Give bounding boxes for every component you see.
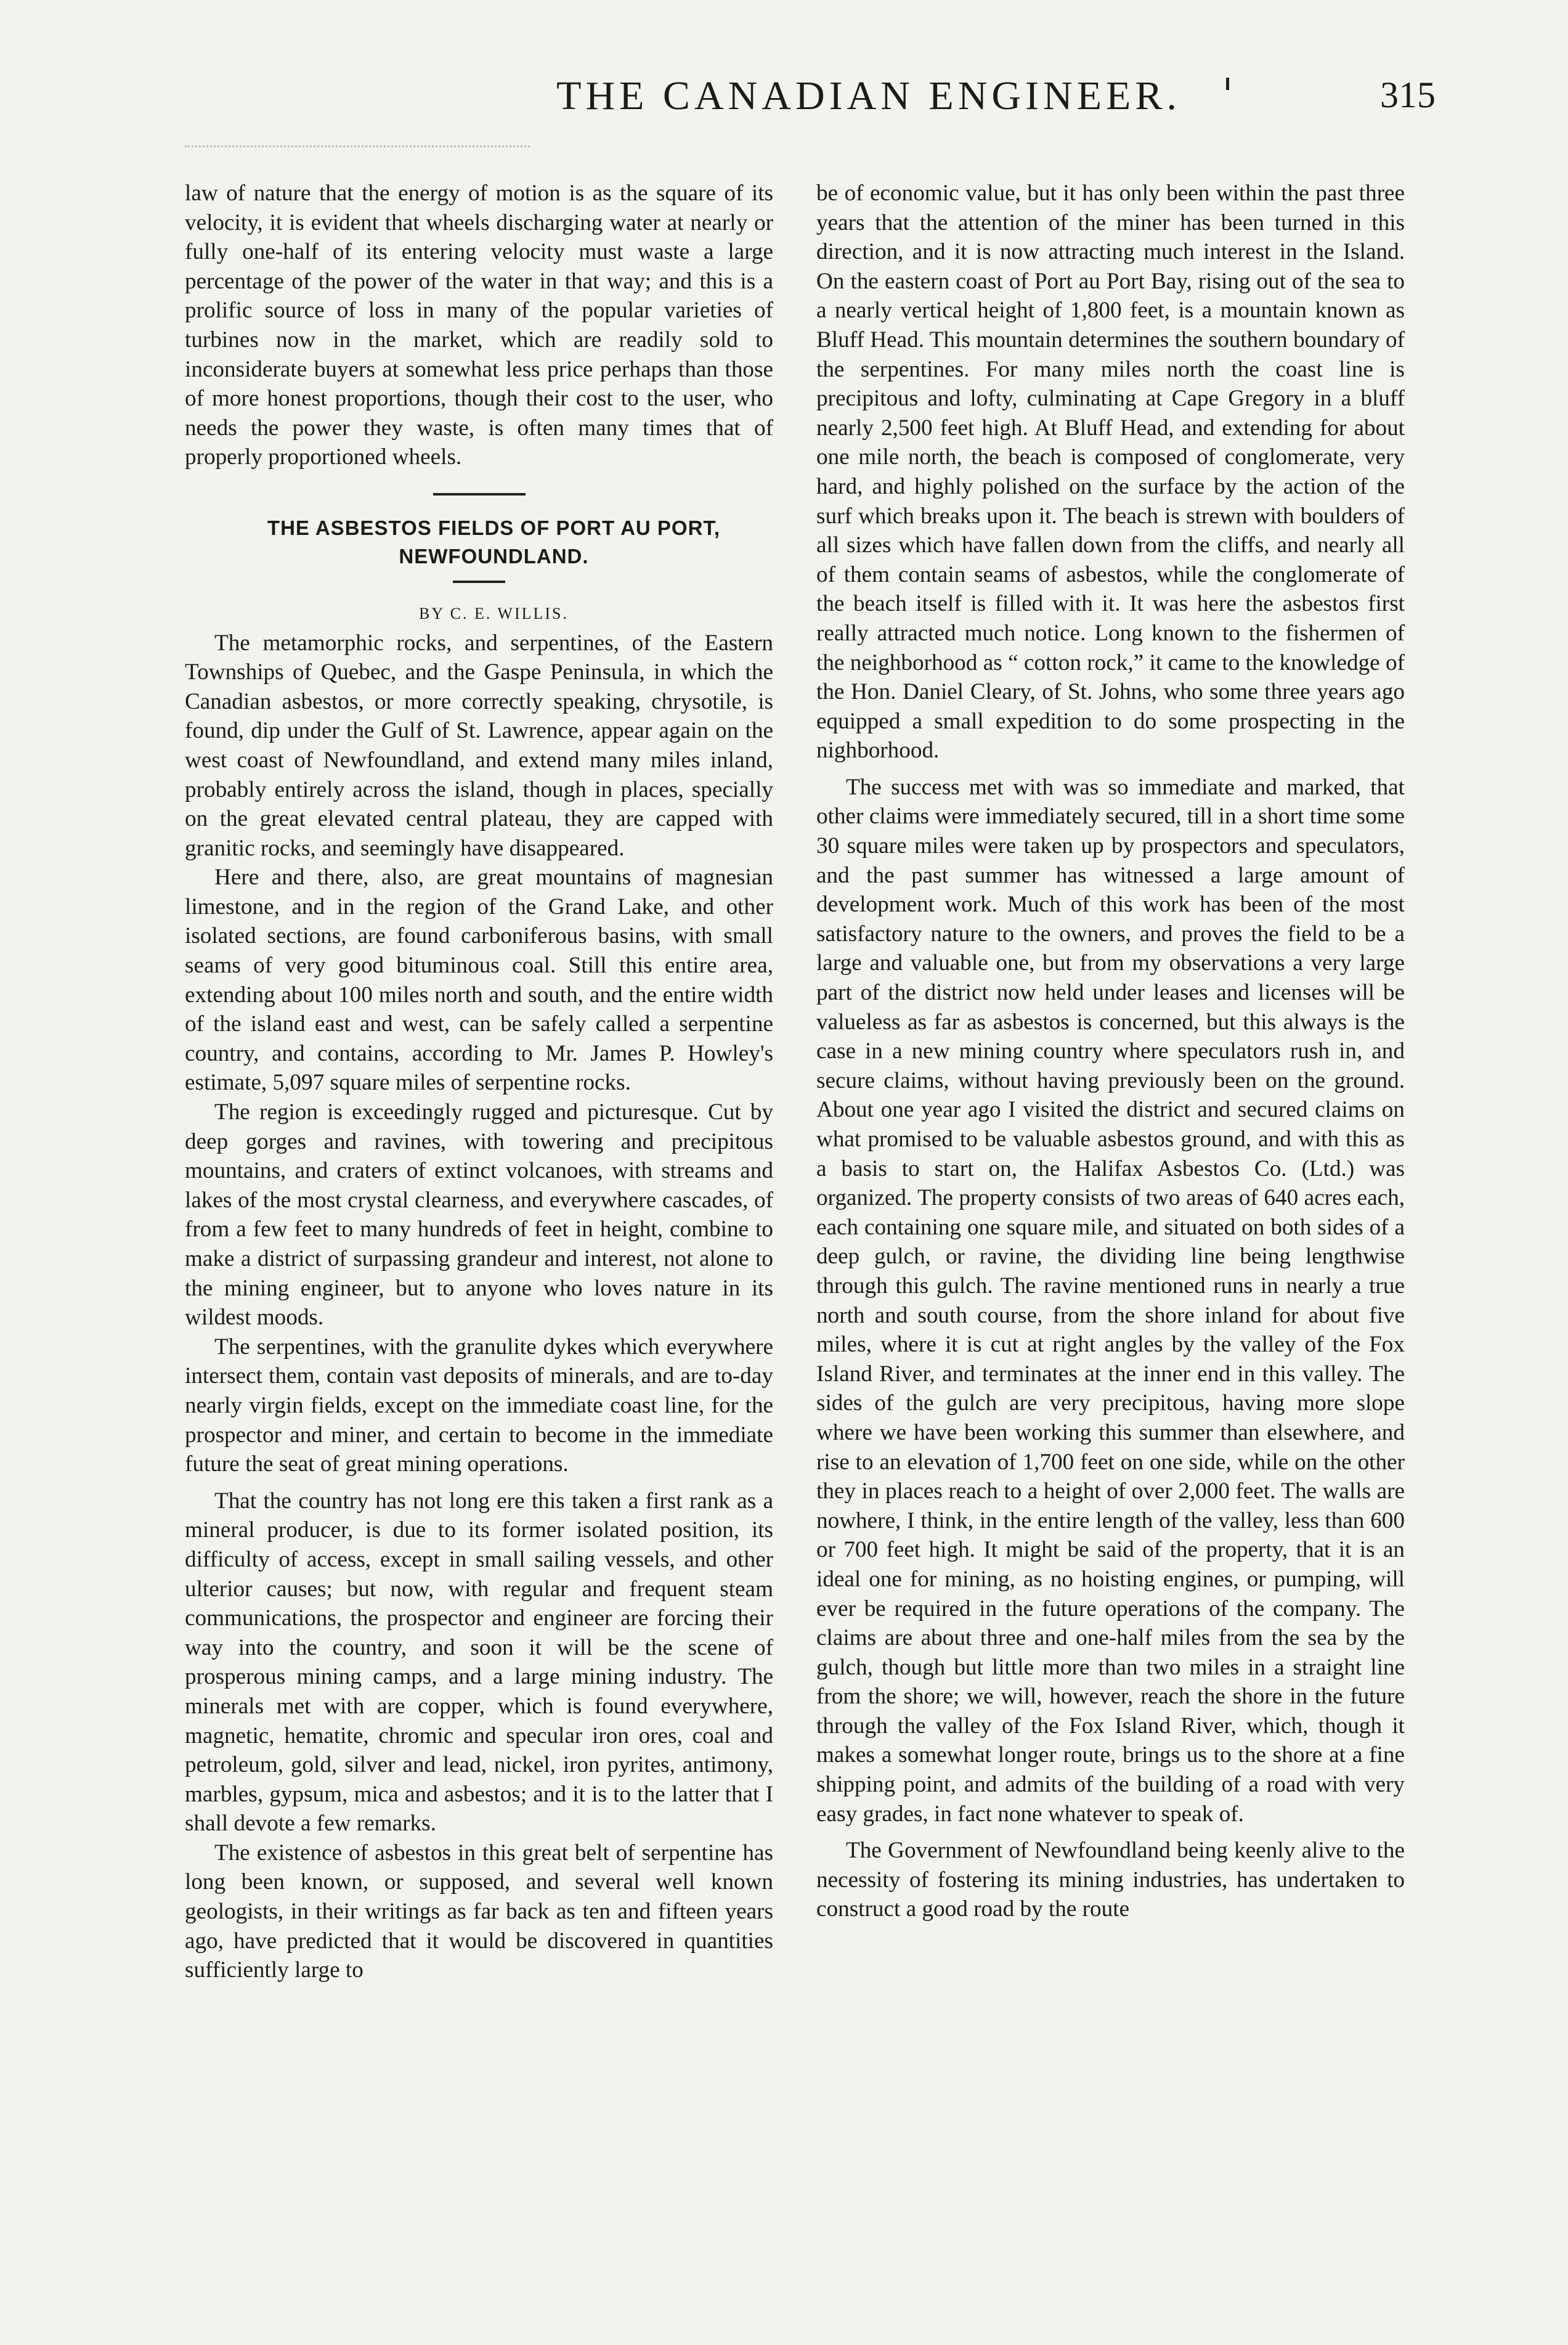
body-paragraph: be of economic value, but it has only been within the past three years that the attention of the miner has been turned in this direction, and it is now attracting much interest in the Island. On the eastern coast of Port au Port Bay, rising out of the sea to a nearly vertical height of 1,800 feet, is a mountain known as Bluff Head. This mountain determines the southern boundary of the serpentines. For many miles north the coast line is precipitous and lofty, culminating at Cape Gregory in a bluff nearly 2,500 feet high. At Bluff Head, and extending for about one mile north, the beach is composed of conglomerate, very hard, and highly polished on the surface by the action of the surf which breaks upon it. The beach is strewn with boulders of all sizes which have fallen down from the cliffs, and nearly all of them contain seams of asbestos, while the conglomerate of the beach itself is filled with it. It was here the asbestos first really attracted much notice. Long known to the fishermen of the neighborhood as “ cotton rock,” it came to the knowledge of the Hon. Daniel Cleary, of St. Johns, who some three years ago equipped a small expedition to do some prospecting in the nighborhood. (816, 181, 1405, 764)
body-paragraph: The existence of asbestos in this great belt of serpentine has long been known, or supposed, and several well known geologists, in their writings as far back as ten and fifteen years ago, have predicted that it would be discovered in quantities sufficiently large to (185, 1840, 773, 1983)
body-paragraph: The success met with was so immediate and marked, that other claims were immediately secured, till in a short time some 30 square miles were taken up by prospectors and speculators, and the past summer has witnessed a large amount of development work. Much of this work has been of the most satisfactory nature to the owners, and proves the field to be a large and valuable one, but from my observations a very large part of the district now held under leases and licenses will be valueless as far as asbestos is concerned, but this always is the case in a new mining country where speculators rush in, and secure claims, without having previously been on the ground. About one year ago I visited the district and secured claims on what promised to be valuable asbestos ground, and with this as a basis to start on, the Halifax Asbestos Co. (Ltd.) was organized. The property consists of two areas of 640 acres each, each containing one square mile, and situated on both sides of a deep gulch, or ravine, the dividing line being lengthwise through this gulch. The ravine mentioned runs in nearly a true north and south course, from the shore inland for about five miles, where it is cut at right angles by the valley of the Fox Island River, and terminates at the inner end in this valley. The sides of the gulch are very precipitous, having more slope where we have been working this summer than elsewhere, and rise to an elevation of 1,700 feet on one side, while on the other they in places reach to a height of over 2,000 feet. The walls are nowhere, I think, in the entire length of the valley, less than 600 or 700 feet high. It might be said of the property, that it is an ideal one for mining, as no hoisting engines, or pumping, will ever be required in the future operations of the company. The claims are about three and one-half miles from the sea by the gulch, though but little more than two miles in a straight line from the shore; we will, however, reach the shore in the future through the valley of the Fox Island River, which, though it makes a somewhat longer route, brings us to the shore at a fine shipping point, and admits of the building of a road with very easy grades, in fact none whatever to speak of. (816, 774, 1405, 1827)
body-paragraph: The serpentines, with the granulite dykes which everywhere intersect them, contain vast deposits of minerals, and are to-day nearly virgin fields, except on the immediate coast line, for the prospector and miner, and certain to become in the immediate future the seat of great mining operations. (185, 1334, 773, 1477)
body-paragraph: The region is exceedingly rugged and picturesque. Cut by deep gorges and ravines, with towering and precipitous mountains, and craters of extinct volcanoes, with streams and lakes of the most crystal clearness, and everywhere cascades, of from a few feet to many hundreds of feet in height, combine to make a district of surpassing grandeur and interest, not alone to the mining engineer, but to anyone who loves nature in its wildest moods. (185, 1099, 773, 1331)
body-paragraph: The Government of Newfoundland being keenly alive to the necessity of fostering its mining industries, has undertaken to construct a good road by the route (816, 1838, 1405, 1922)
title-divider (453, 581, 505, 583)
continued-paragraph: law of nature that the energy of motion is as the square of its velocity, it is evident that wheels discharging water at nearly or fully one-half of its entering velocity must waste a large percentage of the power of the water in that way; and this is a prolific source of loss in many of the popular varieties of turbines now in the market, which are readily sold to inconsiderate buyers at somewhat less price perhaps than those of more honest proportions, though their cost to the user, who needs the power they waste, is often many times that of properly proportioned wheels. (185, 181, 773, 470)
article-title-line-1: THE ASBESTOS FIELDS OF PORT AU PORT, (267, 516, 721, 539)
right-column (816, 179, 1405, 1924)
byline: BY C. E. WILLIS. (419, 604, 569, 622)
section-divider (433, 493, 526, 496)
page-number: 315 (1380, 75, 1436, 115)
page-header (185, 73, 1436, 141)
body-paragraph: Here and there, also, are great mountains of magnesian limestone, and in the region of the Grand Lake, and other isolated sections, are found carboniferous basins, with small seams of very good bituminous coal. Still this entire area, extending about 100 miles north and south, and the entire width of the island east and west, can be safely called a serpentine country, and contains, according to Mr. James P. Howley's estimate, 5,097 square miles of serpentine rocks. (185, 865, 773, 1096)
left-column (185, 179, 773, 1985)
body-paragraph: The metamorphic rocks, and serpentines, of the Eastern Townships of Quebec, and the Gaspe Peninsula, in which the Canadian asbestos, or more correctly speaking, chrysotile, is found, dip under the Gulf of St. Lawrence, appear again on the west coast of Newfoundland, and extend many miles inland, probably entirely across the island, though in places, specially on the great elevated central plateau, they are capped with granitic rocks, and seemingly have disappeared. (185, 630, 773, 861)
body-paragraph: That the country has not long ere this taken a first rank as a mineral producer, is due to its former isolated position, its difficulty of access, except in small sailing vessels, and other ulterior causes; but now, with regular and frequent steam communications, the prospector and engineer are forcing their way into the country, and soon it will be the scene of prosperous mining camps, and a large mining industry. The minerals met with are copper, which is found everywhere, magnetic, hematite, chromic and specular iron ores, coal and petroleum, gold, silver and lead, nickel, iron pyrites, antimony, marbles, gypsum, mica and asbestos; and it is to the latter that I shall devote a few remarks. (185, 1488, 773, 1837)
running-title: THE CANADIAN ENGINEER. (556, 73, 1181, 118)
printer-mark (1226, 78, 1229, 90)
article-title-line-2: NEWFOUNDLAND. (399, 544, 589, 568)
header-print-noise (185, 145, 530, 156)
